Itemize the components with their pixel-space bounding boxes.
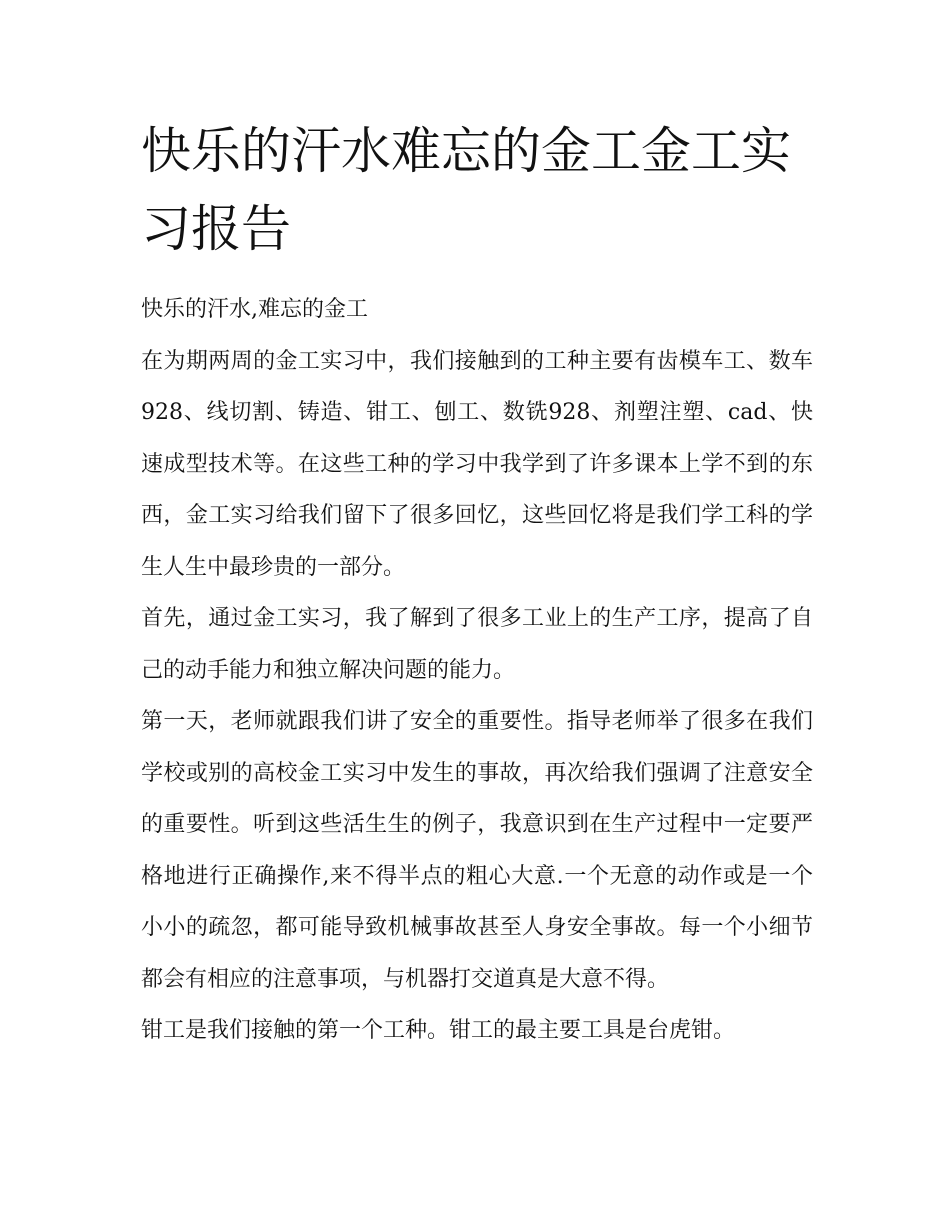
paragraph-safety: 第一天，老师就跟我们讲了安全的重要性。指导老师举了很多在我们学校或别的高校金工实习中发生的事故，再次给我们强调了注意安全的重要性。听到这些活生生的例子，我意识到在生产过程中一定要严格地进行正确操作,来不得半点的粗心大意.一个无意的动作或是一个小小的疏忽，都可能导致机械事故甚至人身安全事故。每一个小细节都会有相应的注意事项，与机器打交道真是大意不得。	[141, 709, 813, 992]
document-subtitle: 快乐的汗水,难忘的金工	[141, 297, 368, 322]
paragraph-first: 首先，通过金工实习，我了解到了很多工业上的生产工序，提高了自己的动手能力和独立解决问题的能力。	[141, 606, 813, 683]
document-title: 快乐的汗水难忘的金工金工实习报告	[141, 122, 791, 258]
paragraph-intro: 在为期两周的金工实习中，我们接触到的工种主要有齿模车工、数车928、线切割、铸造、钳工、刨工、数铣928、剂塑注塑、cad、快速成型技术等。在这些工种的学习中我学到了许多课本上学不到的东西，金工实习给我们留下了很多回忆，这些回忆将是我们学工科的学生人生中最珍贵的一部分。	[141, 348, 813, 580]
document-page	[141, 112, 813, 1057]
paragraph-fitter: 钳工是我们接触的第一个工种。钳工的最主要工具是台虎钳。	[141, 1018, 736, 1043]
